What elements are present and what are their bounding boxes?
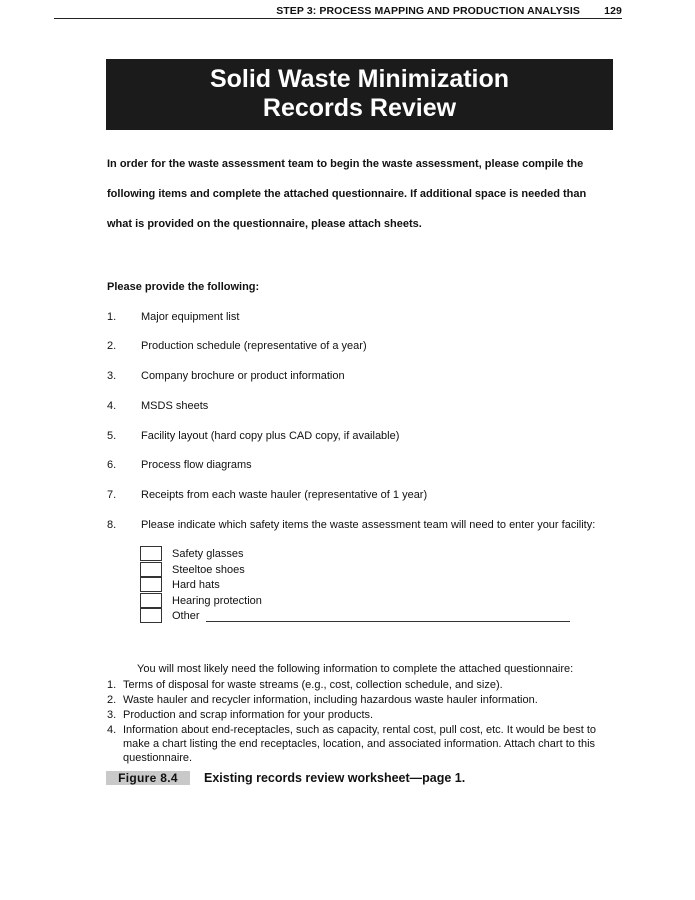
list-item-number: 6. [107, 459, 117, 471]
figure-caption: Existing records review worksheet—page 1. [204, 771, 466, 785]
questionnaire-item-number: 4. [107, 724, 117, 736]
list-item-number: 4. [107, 400, 117, 412]
worksheet-title-line-2: Records Review [262, 94, 457, 122]
checkbox-label: Other [172, 610, 200, 622]
list-item-number: 1. [107, 311, 117, 323]
safety-item-hard-hats [140, 577, 580, 592]
worksheet-title-banner [106, 59, 613, 130]
figure-label: Figure 8.4 [106, 771, 190, 785]
list-item-text: MSDS sheets [141, 400, 209, 412]
questionnaire-item-number: 3. [107, 709, 117, 721]
intro-line-1: In order for the waste assessment team to begin the waste assessment, please compile the [107, 158, 584, 170]
list-item-text: Production schedule (representative of a year) [141, 340, 367, 352]
list-item-number: 3. [107, 370, 117, 382]
list-item-number: 7. [107, 489, 117, 501]
intro-line-2: following items and complete the attached questionnaire. If additional space is needed than [107, 188, 587, 200]
hearing-protection-checkbox[interactable] [140, 593, 162, 608]
steeltoe-shoes-checkbox[interactable] [140, 562, 162, 577]
checkbox-label: Safety glasses [172, 548, 244, 560]
provide-heading: Please provide the following: [107, 281, 260, 293]
questionnaire-item-number: 1. [107, 679, 117, 691]
hard-hats-checkbox[interactable] [140, 577, 162, 592]
safety-item-other [140, 608, 580, 623]
checkbox-label: Hard hats [172, 579, 220, 591]
safety-glasses-checkbox[interactable] [140, 546, 162, 561]
list-item-number: 5. [107, 430, 117, 442]
list-item-text: Please indicate which safety items the waste assessment team will need to enter your facility: [141, 519, 596, 531]
questionnaire-item-text: Production and scrap information for your products. [123, 709, 374, 721]
checkbox-label: Hearing protection [172, 595, 262, 607]
list-item-text: Facility layout (hard copy plus CAD copy, if available) [141, 430, 400, 442]
worksheet-title-line-1: Solid Waste Minimization [209, 65, 510, 93]
list-item-text: Process flow diagrams [141, 459, 252, 471]
list-item-text: Company brochure or product information [141, 370, 345, 382]
page-number: 129 [604, 5, 622, 17]
list-item-number: 2. [107, 340, 117, 352]
questionnaire-item-number: 2. [107, 694, 117, 706]
other-checkbox[interactable] [140, 608, 162, 623]
list-item-text: Receipts from each waste hauler (representative of 1 year) [141, 489, 428, 501]
list-item-number: 8. [107, 519, 117, 531]
running-head-title: STEP 3: PROCESS MAPPING AND PRODUCTION ANALYSIS [276, 5, 580, 17]
safety-item-hearing-protection [140, 593, 580, 608]
safety-item-steeltoe-shoes [140, 562, 580, 577]
questionnaire-intro: You will most likely need the following information to complete the attached questionnaire: [137, 663, 574, 675]
checkbox-label: Steeltoe shoes [172, 564, 245, 576]
running-head [54, 4, 622, 19]
questionnaire-item-text: Information about end-receptacles, such as capacity, rental cost, pull cost, etc. It would be best to make a chart listing the end receptacles, location, and associated information. Attach chart to this questionnaire. [123, 724, 597, 764]
safety-item-safety-glasses [140, 546, 580, 561]
intro-line-3: what is provided on the questionnaire, please attach sheets. [107, 218, 422, 230]
questionnaire-item-text: Terms of disposal for waste streams (e.g., cost, collection schedule, and size). [123, 679, 503, 691]
other-write-in-line[interactable] [206, 621, 570, 622]
questionnaire-item-text: Waste hauler and recycler information, including hazardous waste hauler information. [123, 694, 538, 706]
list-item-text: Major equipment list [141, 311, 240, 323]
